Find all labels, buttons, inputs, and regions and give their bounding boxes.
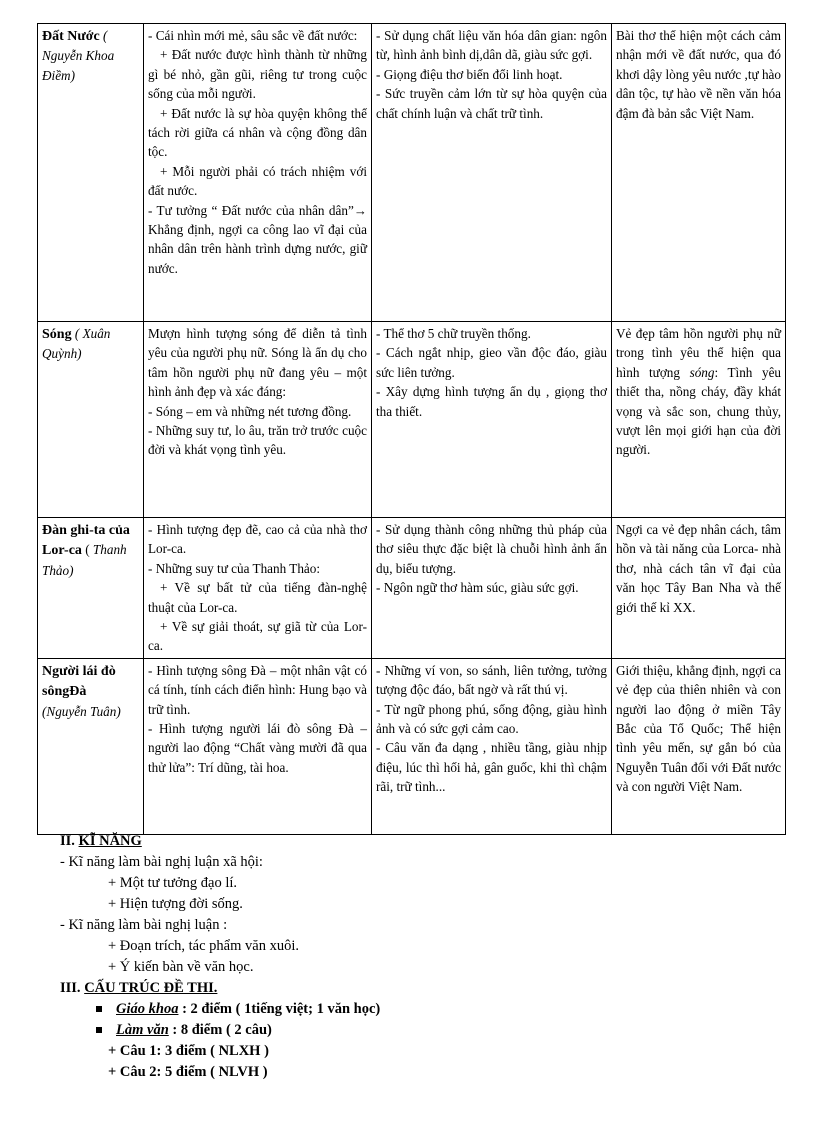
content-cell — [144, 658, 372, 834]
content-line: - Những suy tư, lo âu, trăn trở trước cuộc đời và khát vọng tình yêu. — [148, 423, 367, 458]
art-line: - Câu văn đa dạng , nhiều tầng, giàu nhịp điệu, lúc thì hối hả, gân guốc, khi thì chậm rãi, trữ tình... — [376, 740, 607, 795]
list-item: + Một tư tưởng đạo lí. — [108, 875, 238, 891]
content-line: - Hình tượng người lái đò sông Đà – người lao động “Chất vàng mười đã qua thử lửa”: Trí dũng, tài hoa. — [148, 721, 367, 775]
meaning-text: : Tình yêu thiết tha, nồng cháy, đầy khát vọng và sắc son, chung thủy, vượt lên mọi giới hạn của đời người. — [616, 364, 782, 458]
meaning-cell — [612, 24, 786, 322]
list-item: + Đoạn trích, tác phẩm văn xuôi. — [108, 938, 299, 954]
section-number: II. — [60, 833, 75, 849]
content-line: - Tư tưởng “ Đất nước của nhân dân”→ Khẳng định, ngợi ca công lao vĩ đại của nhân dân trên hành trình dựng nước, giữ nước. — [148, 202, 367, 276]
list-item: - Kĩ năng làm bài nghị luận xã hội: — [60, 854, 263, 870]
art-cell — [372, 658, 612, 834]
art-line: - Cách ngắt nhịp, gieo vần độc đáo, giàu sức liên tưởng. — [376, 345, 607, 380]
square-bullet-icon — [96, 1027, 102, 1033]
art-line: - Ngôn ngữ thơ hàm súc, giàu sức gợi. — [376, 580, 579, 596]
work-author: ( Nguyễn Khoa Điềm) — [42, 28, 115, 83]
meaning-cell — [612, 322, 786, 518]
list-item — [60, 999, 380, 1020]
list-item: + Câu 1: 3 điểm ( NLXH ) — [108, 1043, 269, 1059]
table-row — [38, 658, 786, 834]
section-title: CẤU TRÚC ĐỀ THI. — [84, 980, 218, 996]
art-cell — [372, 24, 612, 322]
table-row — [38, 24, 786, 322]
art-line: - Giọng điệu thơ biến đổi linh hoạt. — [376, 66, 563, 82]
table-row — [38, 518, 786, 659]
work-title-cell — [38, 322, 144, 518]
content-line: + Mỗi người phải có trách nhiệm với đất nước. — [148, 163, 367, 199]
section-heading — [60, 831, 299, 852]
art-line: - Từ ngữ phong phú, sống động, giàu hình ảnh và có sức gợi cảm cao. — [376, 701, 607, 737]
section-skills — [60, 831, 299, 978]
content-line: - Hình tượng sông Đà – một nhân vật có cá tính, tính cách điển hình: Hung bạo và trữ tình. — [148, 662, 367, 717]
meaning-italic: sóng — [689, 364, 715, 380]
art-line: - Sức truyền cảm lớn từ sự hòa quyện của chất chính luận và chất trữ tình. — [376, 86, 607, 121]
content-line: - Sóng – em và những nét tương đồng. — [148, 403, 352, 419]
work-title-cell — [38, 658, 144, 834]
content-line: - Hình tượng đẹp đẽ, cao cả của nhà thơ Lor-ca. — [148, 522, 367, 557]
bullet-text: : 2 điểm ( 1tiếng việt; 1 văn học) — [182, 1001, 381, 1017]
work-title: Đất Nước — [42, 29, 100, 44]
art-line: - Những ví von, so sánh, liên tưởng, tưởng tượng độc đáo, bất ngờ và rất thú vị. — [376, 662, 607, 698]
content-line: + Đất nước là sự hòa quyện không thể tách rời giữa cá nhân và cộng đồng dân tộc. — [148, 105, 367, 160]
literature-summary-table — [37, 23, 786, 835]
work-title: Đàn ghi-ta của Lor-ca — [42, 523, 130, 559]
work-author: ( Xuân Quỳnh) — [42, 326, 111, 362]
list-item: + Hiện tượng đời sống. — [108, 896, 243, 912]
bullet-label: Giáo khoa — [116, 1001, 179, 1017]
list-item: + Câu 2: 5 điểm ( NLVH ) — [108, 1064, 268, 1080]
art-line: - Sử dụng thành công những thủ pháp của thơ siêu thực đặc biệt là chuỗi hình ảnh ẩn dụ, biểu tượng. — [376, 522, 607, 576]
author-paren: ( — [85, 542, 90, 558]
meaning-text: Ngợi ca vẻ đẹp nhân cách, tâm hồn và tài năng của Lorca- nhà thơ, nhà cách tân vĩ đại của văn học Tây Ban Nha và thế giới thế kỉ XX. — [616, 522, 781, 615]
meaning-cell — [612, 518, 786, 659]
meaning-text: Vẻ đẹp tâm hồn người phụ nữ trong tình yêu thể hiện qua hình tượng — [616, 326, 781, 380]
content-cell — [144, 24, 372, 322]
content-line: Mượn hình tượng sóng để diễn tả tình yêu của người phụ nữ. Sóng là ẩn dụ cho tâm hồn người phụ nữ đang yêu – một hình ảnh đẹp và xác đáng: — [148, 326, 367, 400]
content-line: + Về sự giải thoát, sự giã từ của Lor-ca. — [148, 619, 367, 654]
section-number: III. — [60, 980, 81, 996]
section-heading — [60, 978, 380, 999]
content-cell — [144, 322, 372, 518]
content-line: + Đất nước được hình thành từ những gì bé nhỏ, gần gũi, riêng tư trong cuộc sống của mỗi người. — [148, 47, 367, 102]
meaning-cell — [612, 658, 786, 834]
section-exam-structure — [60, 978, 380, 1083]
bullet-text: : 8 điểm ( 2 câu) — [172, 1022, 272, 1038]
bullet-label: Làm văn — [116, 1022, 169, 1038]
work-title-cell — [38, 24, 144, 322]
content-line: + Về sự bất tử của tiếng đàn-nghệ thuật của Lor-ca. — [148, 580, 367, 615]
list-item: + Ý kiến bàn về văn học. — [108, 959, 254, 975]
work-title: Người lái đò sôngĐà — [42, 663, 116, 700]
art-cell — [372, 322, 612, 518]
art-line: - Xây dựng hình tượng ẩn dụ , giọng thơ tha thiết. — [376, 384, 607, 419]
art-line: - Thể thơ 5 chữ truyền thống. — [376, 326, 531, 341]
work-author: (Nguyễn Tuân) — [42, 703, 121, 719]
content-line: - Những suy tư của Thanh Thảo: — [148, 560, 321, 576]
section-title: KĨ NĂNG — [78, 833, 142, 849]
work-title: Sóng — [42, 327, 72, 342]
art-line: - Sử dụng chất liệu văn hóa dân gian: ngôn từ, hình ảnh bình dị,dân dã, giàu sức gợi. — [376, 28, 607, 63]
art-cell — [372, 518, 612, 659]
work-title-cell — [38, 518, 144, 659]
work-author: Thanh Thảo) — [42, 542, 127, 578]
table-row — [38, 322, 786, 518]
square-bullet-icon — [96, 1006, 102, 1012]
list-item: - Kĩ năng làm bài nghị luận : — [60, 917, 228, 933]
list-item — [60, 1020, 380, 1041]
meaning-text: Giới thiệu, khẳng định, ngợi ca vẻ đẹp của thiên nhiên và con người lao động ở miền Tây Bắc của Tổ Quốc; Thể hiện tình yêu mến, sự gắn bó của Nguyễn Tuân đối với Đất nước và con người Việt Nam. — [616, 662, 781, 795]
content-line: - Cái nhìn mới mẻ, sâu sắc về đất nước: — [148, 28, 358, 43]
content-cell — [144, 518, 372, 659]
meaning-text: Bài thơ thể hiện một cách cảm nhận mới về đất nước, qua đó khơi dậy lòng yêu nước ,tự hào dân tộc, tự hào về nền văn hóa đậm đà bản sắc Việt Nam. — [616, 28, 781, 121]
